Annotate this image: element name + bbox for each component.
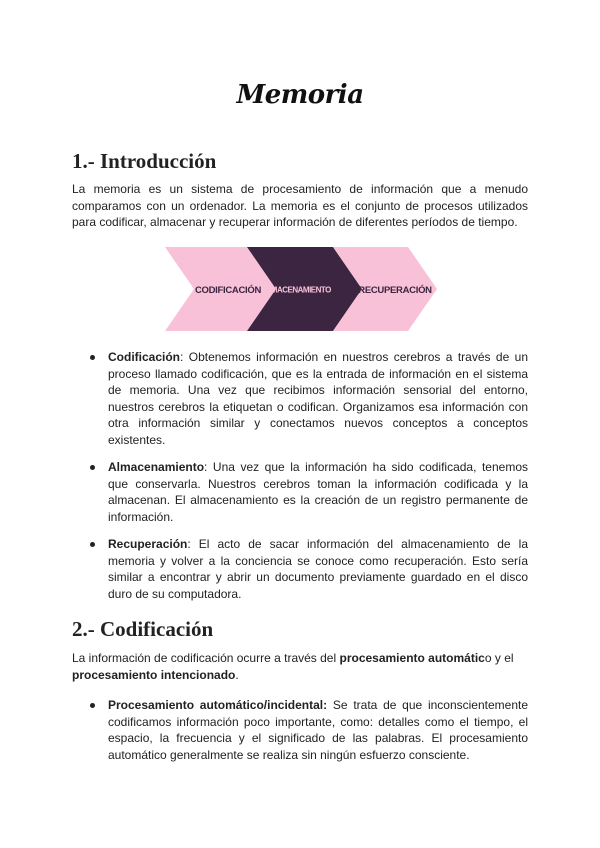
memory-process-diagram [165,247,437,331]
bullet-term: Almacenamiento [108,460,205,474]
paragraph-text: o y el [484,651,514,665]
codificacion-paragraph [72,650,528,683]
codificacion-bullet-list [90,697,528,774]
paragraph-bold-term: procesamiento automátic [339,651,485,665]
bullet-text: : El acto de sacar información del almacenamiento de la memoria y volver a la conciencia se conoce como recuperación. Esto sería similar a encontrar y abrir un documento previamente guardado en el disco duro de su computadora. [108,537,528,601]
bullet-dot-icon [90,355,95,360]
list-item [90,459,528,525]
diagram-label-codificacion: CODIFICACIÓN [194,285,262,296]
section-heading-introduccion: 1.- Introducción [72,149,217,173]
paragraph-text: . [235,667,239,682]
paragraph-text: La información de codificación ocurre a través del [72,651,340,665]
bullet-term: Procesamiento automático/incidental: [108,698,328,712]
intro-bullet-list [90,349,528,613]
list-item [90,697,528,763]
diagram-label-recuperacion: RECUPERACIÓN [358,285,432,296]
list-item [90,536,528,602]
bullet-text: : Obtenemos información en nuestros cerebros a través de un proceso llamado codificación, que es la entrada de información en el sistema de memoria. Una vez que recibimos información sensorial del entorno, nuestros cerebros la etiquetan o codifican. Organizamos esa información con otra información similar y conectamos nuevos conceptos a conceptos existentes. [108,350,528,447]
bullet-term: Codificación [108,350,181,364]
bullet-text: : Una vez que la información ha sido codificada, tenemos que conservarla. Nuestros cerebros toman la información codificada y la almacenan. El almacenamiento es la creación de un registro permanente de información. [108,460,528,524]
intro-paragraph: La memoria es un sistema de procesamiento de información que a menudo comparamos con un ordenador. La memoria es el conjunto de procesos utilizados para codificar, almacenar y recuperar información de diferentes períodos de tiempo. [72,182,528,229]
bullet-text: Se trata de que inconscientemente codificamos información poco importante, como: detalles como el tiempo, el espacio, la frecuencia y el significado de las palabras. El procesamiento automático generalmente se realiza sin ningún esfuerzo consciente. [108,698,528,762]
document-title: Memoria [236,80,364,110]
paragraph-bold-term: procesamiento intencionado [72,667,236,682]
bullet-dot-icon [90,542,95,547]
section-heading-codificacion: 2.- Codificación [72,617,214,641]
diagram-label-almacenamiento: ALMACENAMIENTO [261,285,331,295]
bullet-dot-icon [90,465,95,470]
bullet-term: Recuperación [108,537,188,551]
list-item [90,349,528,448]
bullet-dot-icon [90,703,95,708]
